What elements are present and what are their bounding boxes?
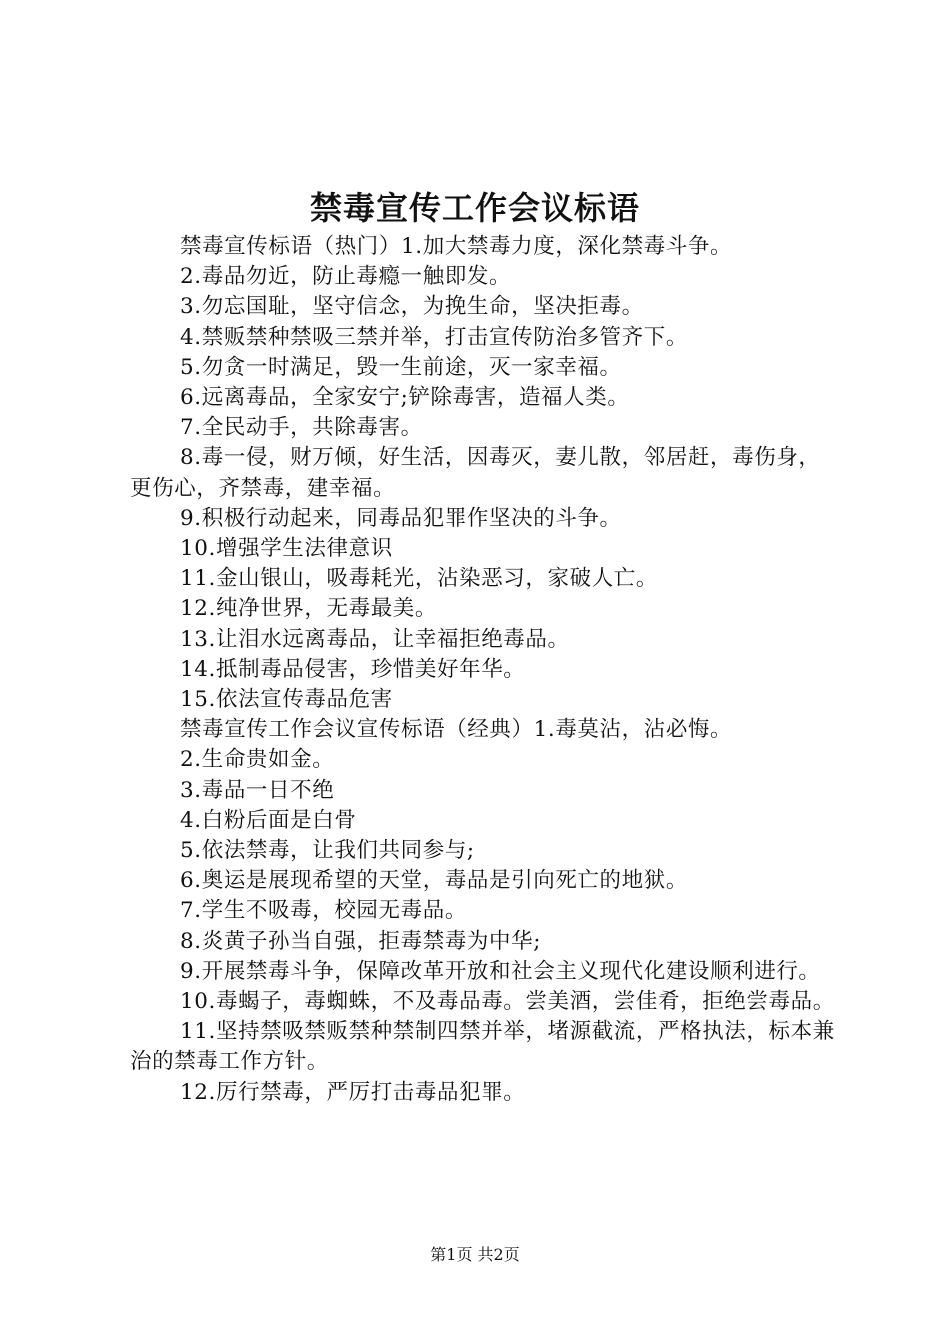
paragraph: 3.勿忘国耻，坚守信念，为挽生命，坚决拒毒。	[180, 294, 644, 320]
paragraph: 禁毒宣传标语（热门）1.加大禁毒力度，深化禁毒斗争。	[180, 234, 733, 259]
paragraph: 8.炎黄子孙当自强，拒毒禁毒为中华;	[180, 928, 542, 954]
paragraph: 6.远离毒品，全家安宁;铲除毒害，造福人类。	[180, 385, 630, 411]
paragraph: 4.禁贩禁种禁吸三禁并举，打击宣传防治多管齐下。	[180, 324, 688, 350]
paragraph: 3.毒品一日不绝	[180, 777, 335, 803]
paragraph: 15.依法宣传毒品危害	[180, 687, 393, 713]
paragraph: 10.增强学生法律意识	[180, 536, 393, 562]
paragraph: 11.坚持禁吸禁贩禁种禁制四禁并举，堵源截流，严格执法，标本兼治的禁毒工作方针。	[130, 1019, 835, 1075]
page-footer: 第1页 共2页	[430, 1245, 520, 1264]
paragraph: 6.奥运是展现希望的天堂，毒品是引向死亡的地狱。	[180, 868, 688, 894]
paragraph: 8.毒一侵，财万倾，好生活，因毒灭，妻儿散，邻居赶，毒伤身，更伤心，齐禁毒，建幸福。	[130, 445, 821, 501]
paragraph: 12.纯净世界，无毒最美。	[180, 596, 437, 622]
paragraph: 11.金山银山，吸毒耗光，沾染恶习，家破人亡。	[180, 566, 658, 592]
paragraph: 禁毒宣传工作会议宣传标语（经典）1.毒莫沾，沾必悔。	[180, 717, 733, 743]
paragraph: 2.生命贵如金。	[180, 747, 335, 773]
paragraph: 9.开展禁毒斗争，保障改革开放和社会主义现代化建设顺利进行。	[180, 958, 821, 984]
paragraph: 2.毒品勿近，防止毒瘾一触即发。	[180, 264, 512, 290]
paragraph: 7.学生不吸毒，校园无毒品。	[180, 898, 467, 924]
paragraph: 5.依法禁毒，让我们共同参与;	[180, 838, 475, 864]
paragraph: 5.勿贪一时满足，毁一生前途，灭一家幸福。	[180, 354, 622, 380]
paragraph: 10.毒蝎子，毒蜘蛛，不及毒品毒。尝美酒，尝佳肴，拒绝尝毒品。	[180, 989, 835, 1015]
document-body	[130, 232, 838, 1108]
paragraph: 9.积极行动起来，同毒品犯罪作坚决的斗争。	[180, 505, 622, 531]
document-title: 禁毒宣传工作会议标语	[309, 189, 640, 227]
paragraph: 12.厉行禁毒，严厉打击毒品犯罪。	[180, 1079, 526, 1105]
paragraph: 4.白粉后面是白骨	[180, 807, 357, 833]
paragraph: 7.全民动手，共除毒害。	[180, 415, 423, 441]
paragraph: 14.抵制毒品侵害，珍惜美好年华。	[180, 656, 526, 682]
paragraph: 13.让泪水远离毒品，让幸福拒绝毒品。	[180, 626, 570, 652]
